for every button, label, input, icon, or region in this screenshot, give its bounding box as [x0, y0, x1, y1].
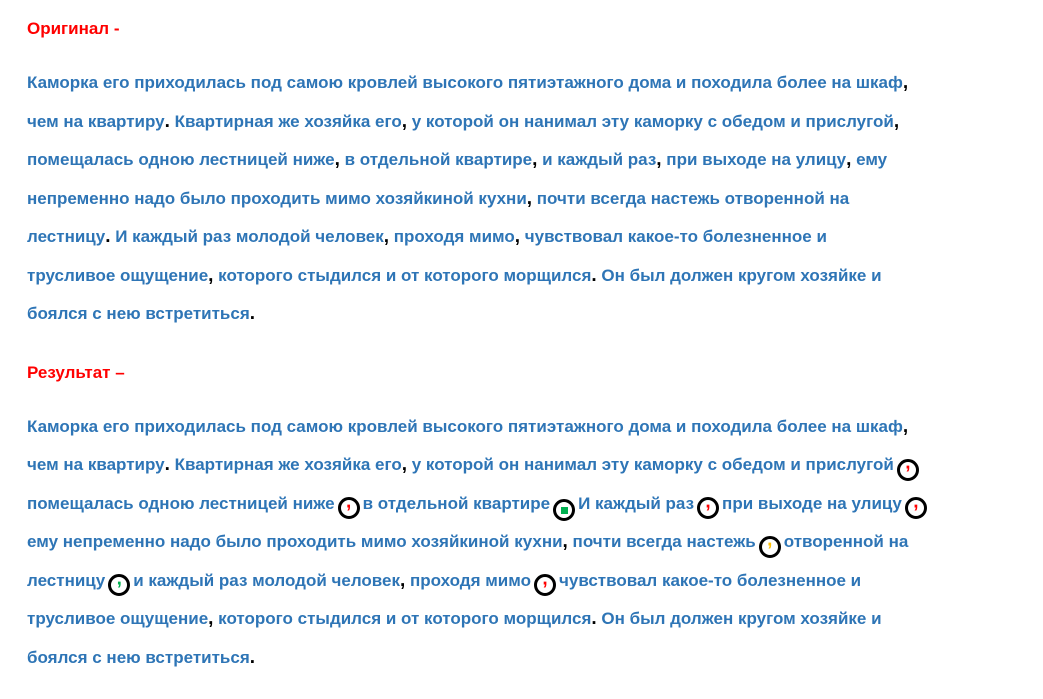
- word-run: боялся с нею встретиться: [27, 647, 250, 667]
- circled-comma-mark: [697, 497, 719, 519]
- punctuation-mark: .: [249, 303, 256, 324]
- punctuation-mark: ,: [656, 149, 662, 170]
- word-run: при выходе на улицу: [722, 493, 902, 513]
- word-run: лестницу: [27, 570, 106, 590]
- square-glyph: [561, 507, 568, 514]
- word-run: проходя мимо: [389, 227, 515, 246]
- punctuation-mark: .: [591, 608, 597, 629]
- section-result: [27, 362, 1017, 678]
- word-run: и каждый раз молодой человек: [133, 570, 400, 590]
- result-paragraph: [27, 408, 1017, 678]
- text-line: [27, 103, 1017, 142]
- word-run: чувствовал какое-то болезненное и: [520, 227, 827, 246]
- circled-comma-mark: [905, 497, 927, 519]
- text-line: [27, 523, 1017, 562]
- word-run: и каждый раз: [537, 150, 657, 169]
- text-line: [27, 639, 1017, 678]
- punctuation-mark: ,: [399, 569, 406, 591]
- text-line: [27, 64, 1017, 103]
- circled-comma-mark: [897, 459, 919, 481]
- word-run: Квартирная же хозяйка его: [169, 455, 402, 474]
- word-run: у которой он нанимал эту каморку с обедом и прислугой: [407, 455, 894, 474]
- word-run: почти всегда настежь отворенной на: [532, 188, 850, 208]
- punctuation-mark: ,: [401, 110, 408, 132]
- word-run: чем на квартиру: [27, 111, 165, 131]
- text-line: [27, 485, 1017, 524]
- comma-glyph: ,: [913, 497, 919, 513]
- word-run: Он был должен кругом хозяйке и: [596, 265, 882, 285]
- word-run: проходя мимо: [405, 570, 531, 590]
- circled-comma-mark: [108, 574, 130, 596]
- word-run: помещалась одною лестницей ниже: [27, 493, 335, 513]
- word-run: непременно надо было проходить мимо хозяйкиной кухни: [27, 188, 527, 208]
- original-paragraph: [27, 64, 1017, 334]
- word-run: Каморка его приходилась под самою кровлей высокого пятиэтажного дома и походила более на шкаф: [27, 416, 903, 436]
- comma-glyph: ,: [905, 458, 911, 474]
- punctuation-mark: ,: [208, 608, 214, 629]
- original-heading: Оригинал -: [27, 19, 120, 38]
- text-line: [27, 446, 1017, 485]
- punctuation-mark: .: [164, 110, 170, 132]
- word-run: Каморка его приходилась под самою кровлей высокого пятиэтажного дома и походила более на шкаф: [27, 73, 903, 92]
- text-line: [27, 408, 1017, 447]
- punctuation-mark: ,: [902, 72, 909, 93]
- word-run: лестницу: [27, 227, 106, 246]
- punctuation-mark: ,: [902, 415, 909, 437]
- punctuation-mark: ,: [383, 226, 390, 247]
- circled-comma-mark: [338, 497, 360, 519]
- word-run: чем на квартиру: [27, 455, 165, 474]
- punctuation-mark: ,: [208, 264, 214, 286]
- section-original: [27, 18, 1017, 334]
- word-run: боялся с нею встретиться: [27, 304, 250, 323]
- punctuation-mark: ,: [514, 226, 521, 247]
- word-run: ему непременно надо было проходить мимо хозяйкиной кухни: [27, 532, 563, 551]
- text-line: [27, 600, 1017, 639]
- comma-glyph: ,: [345, 497, 352, 513]
- word-run: чувствовал какое-то болезненное и: [559, 570, 862, 590]
- punctuation-mark: .: [164, 454, 170, 475]
- text-line: [27, 562, 1017, 601]
- punctuation-mark: ,: [532, 149, 538, 170]
- comma-glyph: ,: [767, 535, 773, 551]
- punctuation-mark: ,: [562, 531, 568, 552]
- text-line: [27, 257, 1017, 296]
- word-run: И каждый раз: [578, 493, 695, 513]
- punctuation-mark: .: [249, 646, 256, 668]
- circled-comma-mark: [759, 536, 781, 558]
- word-run: ему: [851, 150, 888, 169]
- comma-glyph: ,: [705, 497, 711, 513]
- word-run: у которой он нанимал эту каморку с обедом и прислугой: [407, 111, 894, 131]
- word-run: почти всегда настежь: [567, 532, 756, 551]
- punctuation-mark: ,: [846, 149, 852, 170]
- circled-comma-mark: [534, 574, 556, 596]
- comma-glyph: ,: [116, 574, 122, 590]
- punctuation-mark: ,: [401, 454, 408, 475]
- word-run: в отдельной квартире: [362, 493, 551, 513]
- word-run: при выходе на улицу: [661, 150, 847, 169]
- word-run: которого стыдился и от которого морщился: [213, 609, 592, 628]
- text-line: [27, 295, 1017, 334]
- word-run: в отдельной квартире: [339, 150, 533, 169]
- word-run: помещалась одною лестницей ниже: [27, 150, 335, 169]
- word-run: Он был должен кругом хозяйке и: [596, 609, 882, 628]
- circled-square-mark: [553, 499, 575, 521]
- comma-glyph: ,: [542, 574, 548, 590]
- result-heading: Результат –: [27, 362, 125, 382]
- word-run: Квартирная же хозяйка его: [169, 111, 402, 131]
- text-line: [27, 141, 1017, 180]
- text-line: [27, 180, 1017, 219]
- text-line: [27, 218, 1017, 257]
- word-run: И каждый раз молодой человек: [110, 227, 384, 246]
- word-run: трусливое ощущение: [27, 609, 209, 628]
- word-run: которого стыдился и от которого морщился: [213, 265, 592, 285]
- punctuation-mark: ,: [526, 187, 533, 209]
- punctuation-mark: ,: [893, 110, 900, 132]
- word-run: отворенной на: [783, 532, 909, 551]
- word-run: трусливое ощущение: [27, 265, 209, 285]
- punctuation-mark: .: [591, 264, 597, 286]
- punctuation-mark: ,: [334, 149, 340, 170]
- punctuation-mark: .: [105, 226, 111, 247]
